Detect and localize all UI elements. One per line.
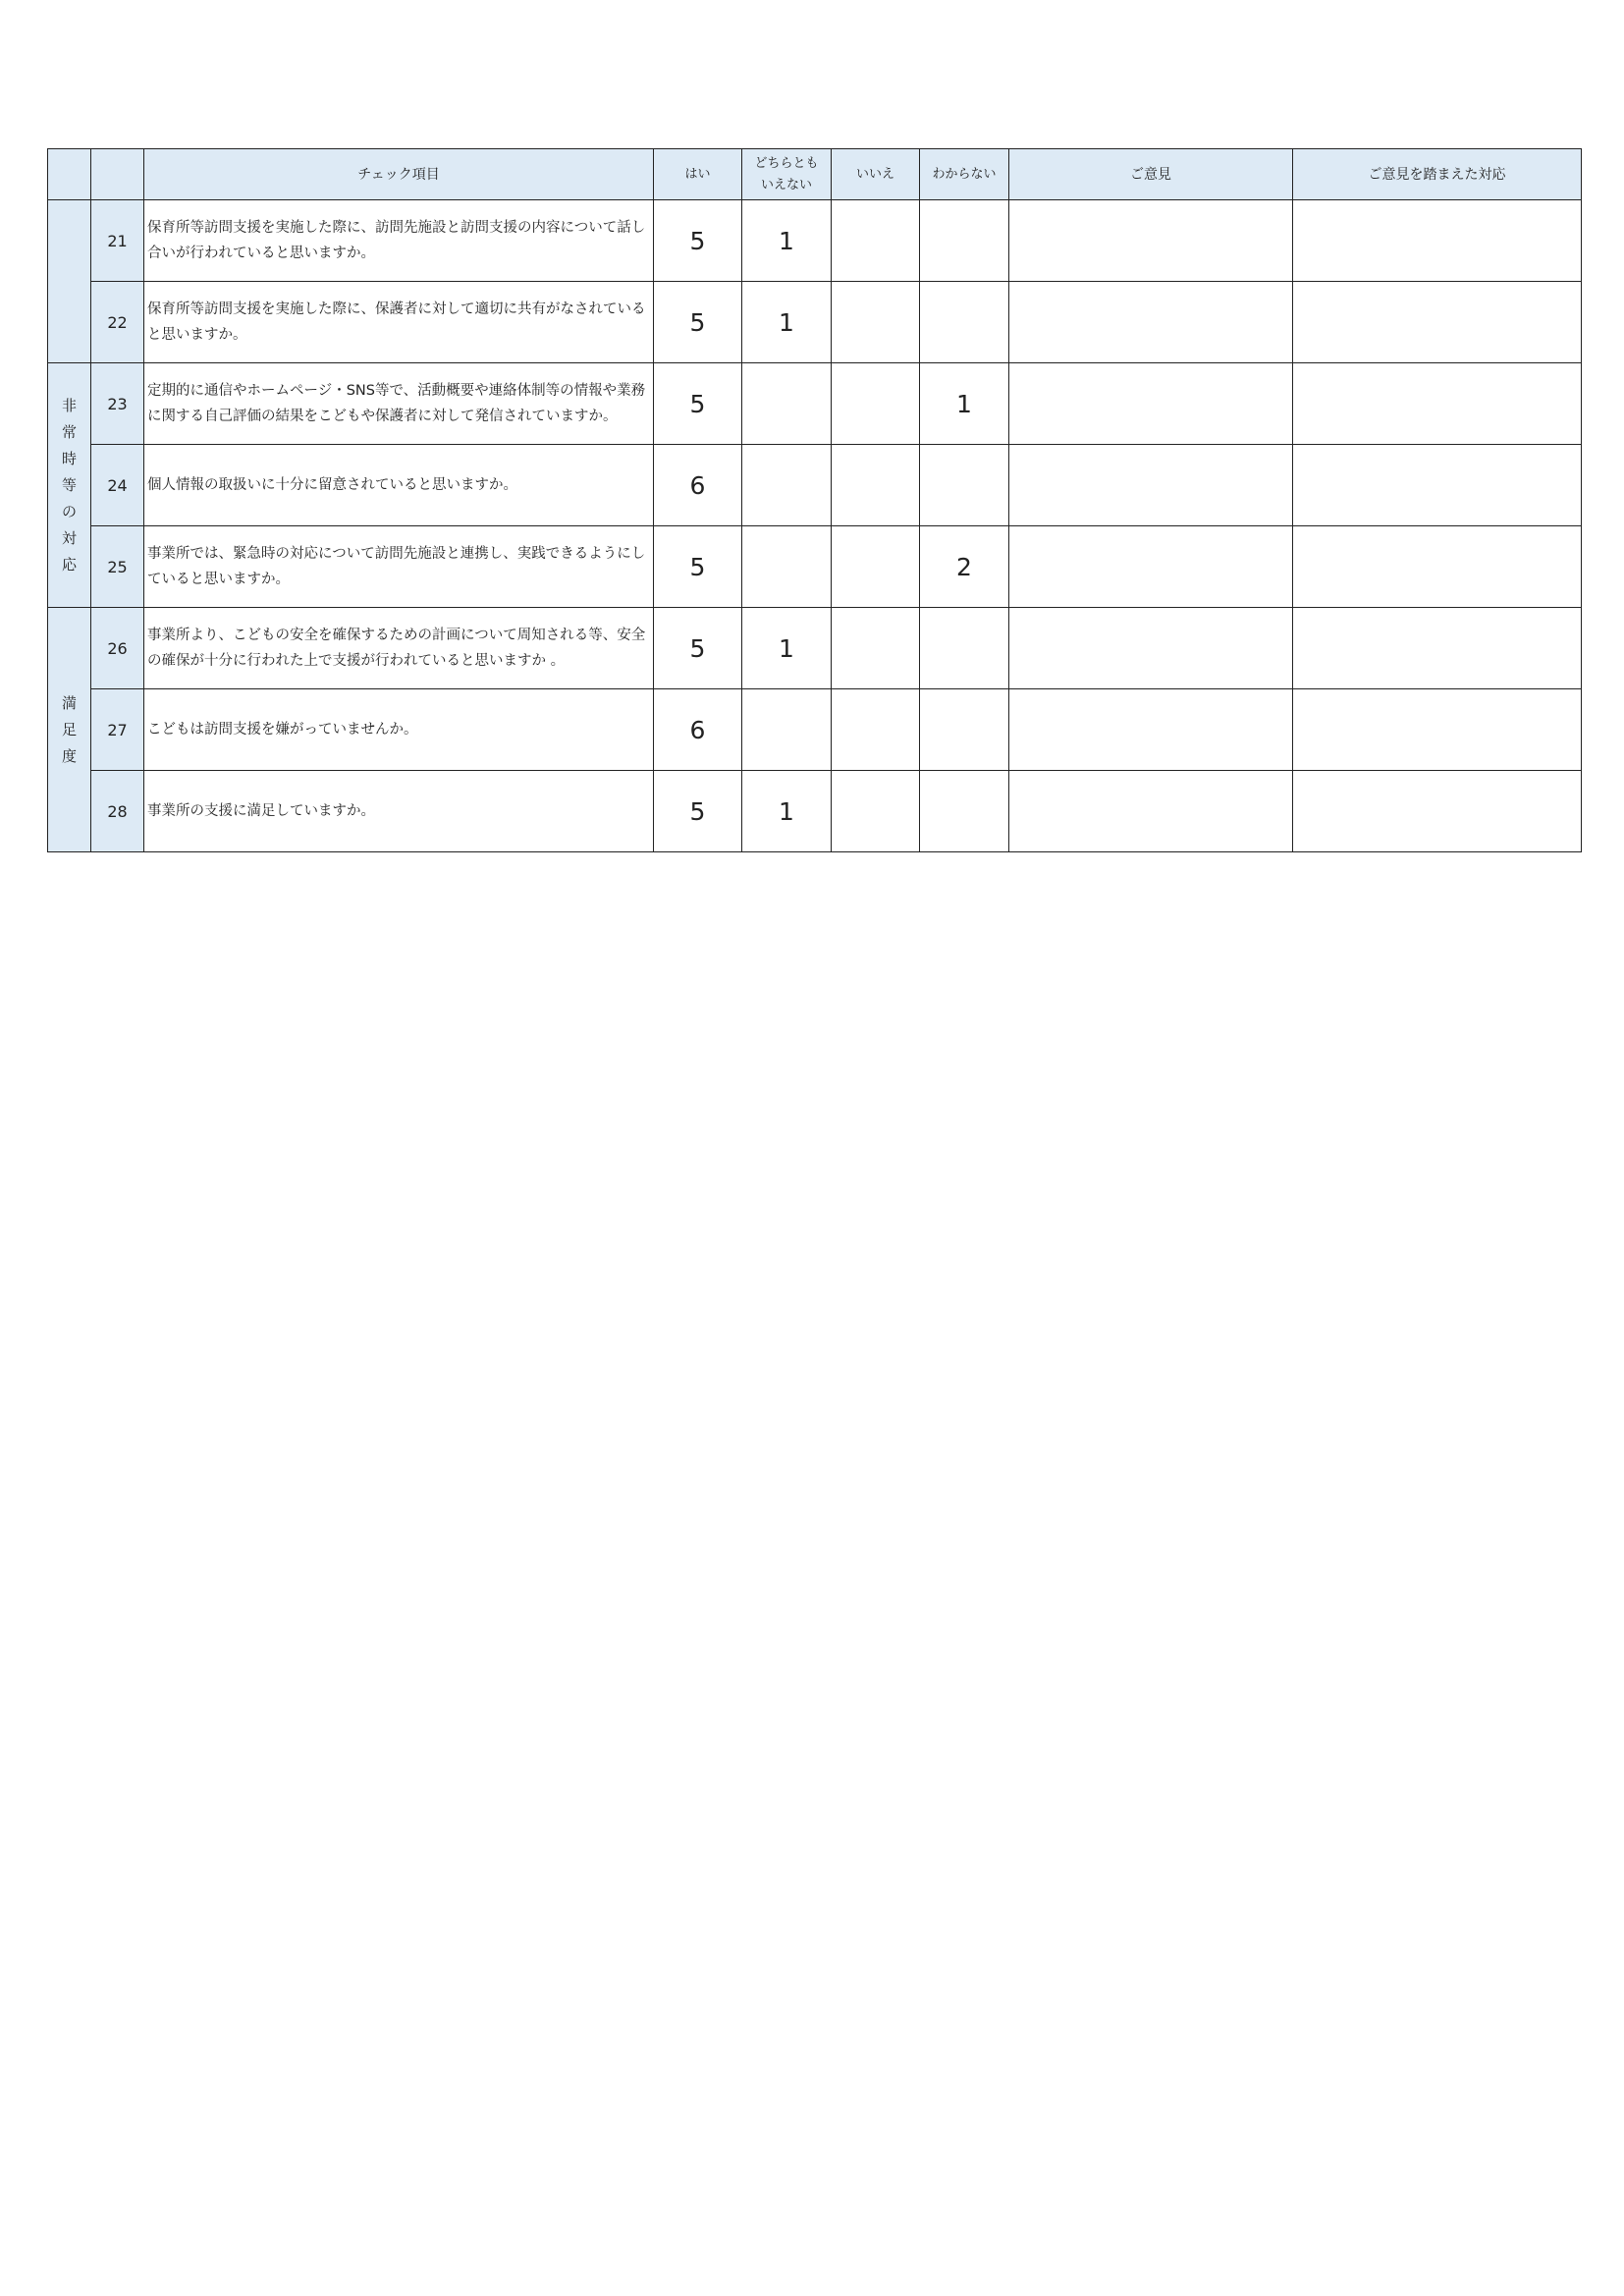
neutral-count	[742, 526, 832, 608]
table-row	[48, 771, 1582, 852]
row-number: 26	[91, 608, 144, 689]
row-number: 25	[91, 526, 144, 608]
yes-count: 5	[654, 608, 742, 689]
header-category-cell	[48, 149, 91, 200]
question-text: 事業所の支援に満足していますか。	[144, 771, 654, 852]
opinion-cell	[1009, 363, 1293, 445]
category-cell-previous	[48, 200, 91, 363]
header-neutral: どちらとも いえない	[742, 149, 832, 200]
response-cell	[1293, 282, 1582, 363]
yes-count: 6	[654, 689, 742, 771]
opinion-cell	[1009, 689, 1293, 771]
yes-count: 5	[654, 282, 742, 363]
survey-table	[47, 148, 1582, 852]
yes-count: 5	[654, 771, 742, 852]
header-number-cell	[91, 149, 144, 200]
header-check-item: チェック項目	[144, 149, 654, 200]
header-opinion: ご意見	[1009, 149, 1293, 200]
response-cell	[1293, 363, 1582, 445]
unknown-count	[920, 689, 1009, 771]
response-cell	[1293, 689, 1582, 771]
opinion-cell	[1009, 282, 1293, 363]
row-number: 21	[91, 200, 144, 282]
unknown-count	[920, 445, 1009, 526]
category-satisfaction: 満足度	[48, 608, 91, 852]
row-number: 24	[91, 445, 144, 526]
unknown-count: 2	[920, 526, 1009, 608]
row-number: 28	[91, 771, 144, 852]
header-yes: はい	[654, 149, 742, 200]
unknown-count	[920, 282, 1009, 363]
question-text: 保育所等訪問支援を実施した際に、保護者に対して適切に共有がなされていると思いますか。	[144, 282, 654, 363]
question-text: 個人情報の取扱いに十分に留意されていると思いますか。	[144, 445, 654, 526]
neutral-count: 1	[742, 771, 832, 852]
unknown-count	[920, 200, 1009, 282]
opinion-cell	[1009, 526, 1293, 608]
header-row	[48, 149, 1582, 200]
neutral-count: 1	[742, 608, 832, 689]
question-text: 事業所では、緊急時の対応について訪問先施設と連携し、実践できるようにしていると思いますか。	[144, 526, 654, 608]
yes-count: 5	[654, 363, 742, 445]
no-count	[832, 445, 920, 526]
row-number: 22	[91, 282, 144, 363]
yes-count: 5	[654, 526, 742, 608]
no-count	[832, 363, 920, 445]
question-text: 事業所より、こどもの安全を確保するための計画について周知される等、安全の確保が十分に行われた上で支援が行われていると思いますか 。	[144, 608, 654, 689]
no-count	[832, 282, 920, 363]
no-count	[832, 689, 920, 771]
question-text: 保育所等訪問支援を実施した際に、訪問先施設と訪問支援の内容について話し合いが行われていると思いますか。	[144, 200, 654, 282]
yes-count: 5	[654, 200, 742, 282]
row-number: 23	[91, 363, 144, 445]
neutral-count: 1	[742, 200, 832, 282]
question-text: 定期的に通信やホームページ・SNS等で、活動概要や連絡体制等の情報や業務に関する自己評価の結果をこどもや保護者に対して発信されていますか。	[144, 363, 654, 445]
response-cell	[1293, 771, 1582, 852]
no-count	[832, 200, 920, 282]
neutral-count	[742, 689, 832, 771]
category-emergency: 非常時等の対応	[48, 363, 91, 608]
no-count	[832, 771, 920, 852]
yes-count: 6	[654, 445, 742, 526]
no-count	[832, 526, 920, 608]
neutral-count	[742, 363, 832, 445]
no-count	[832, 608, 920, 689]
table-row	[48, 282, 1582, 363]
opinion-cell	[1009, 608, 1293, 689]
unknown-count	[920, 608, 1009, 689]
header-response: ご意見を踏まえた対応	[1293, 149, 1582, 200]
table-row	[48, 689, 1582, 771]
table-row	[48, 445, 1582, 526]
table-row	[48, 200, 1582, 282]
neutral-count: 1	[742, 282, 832, 363]
header-unknown: わからない	[920, 149, 1009, 200]
neutral-count	[742, 445, 832, 526]
table-row	[48, 363, 1582, 445]
opinion-cell	[1009, 445, 1293, 526]
response-cell	[1293, 526, 1582, 608]
response-cell	[1293, 200, 1582, 282]
header-no: いいえ	[832, 149, 920, 200]
table-row	[48, 526, 1582, 608]
response-cell	[1293, 445, 1582, 526]
table-row	[48, 608, 1582, 689]
response-cell	[1293, 608, 1582, 689]
row-number: 27	[91, 689, 144, 771]
unknown-count	[920, 771, 1009, 852]
unknown-count: 1	[920, 363, 1009, 445]
opinion-cell	[1009, 771, 1293, 852]
question-text: こどもは訪問支援を嫌がっていませんか。	[144, 689, 654, 771]
opinion-cell	[1009, 200, 1293, 282]
